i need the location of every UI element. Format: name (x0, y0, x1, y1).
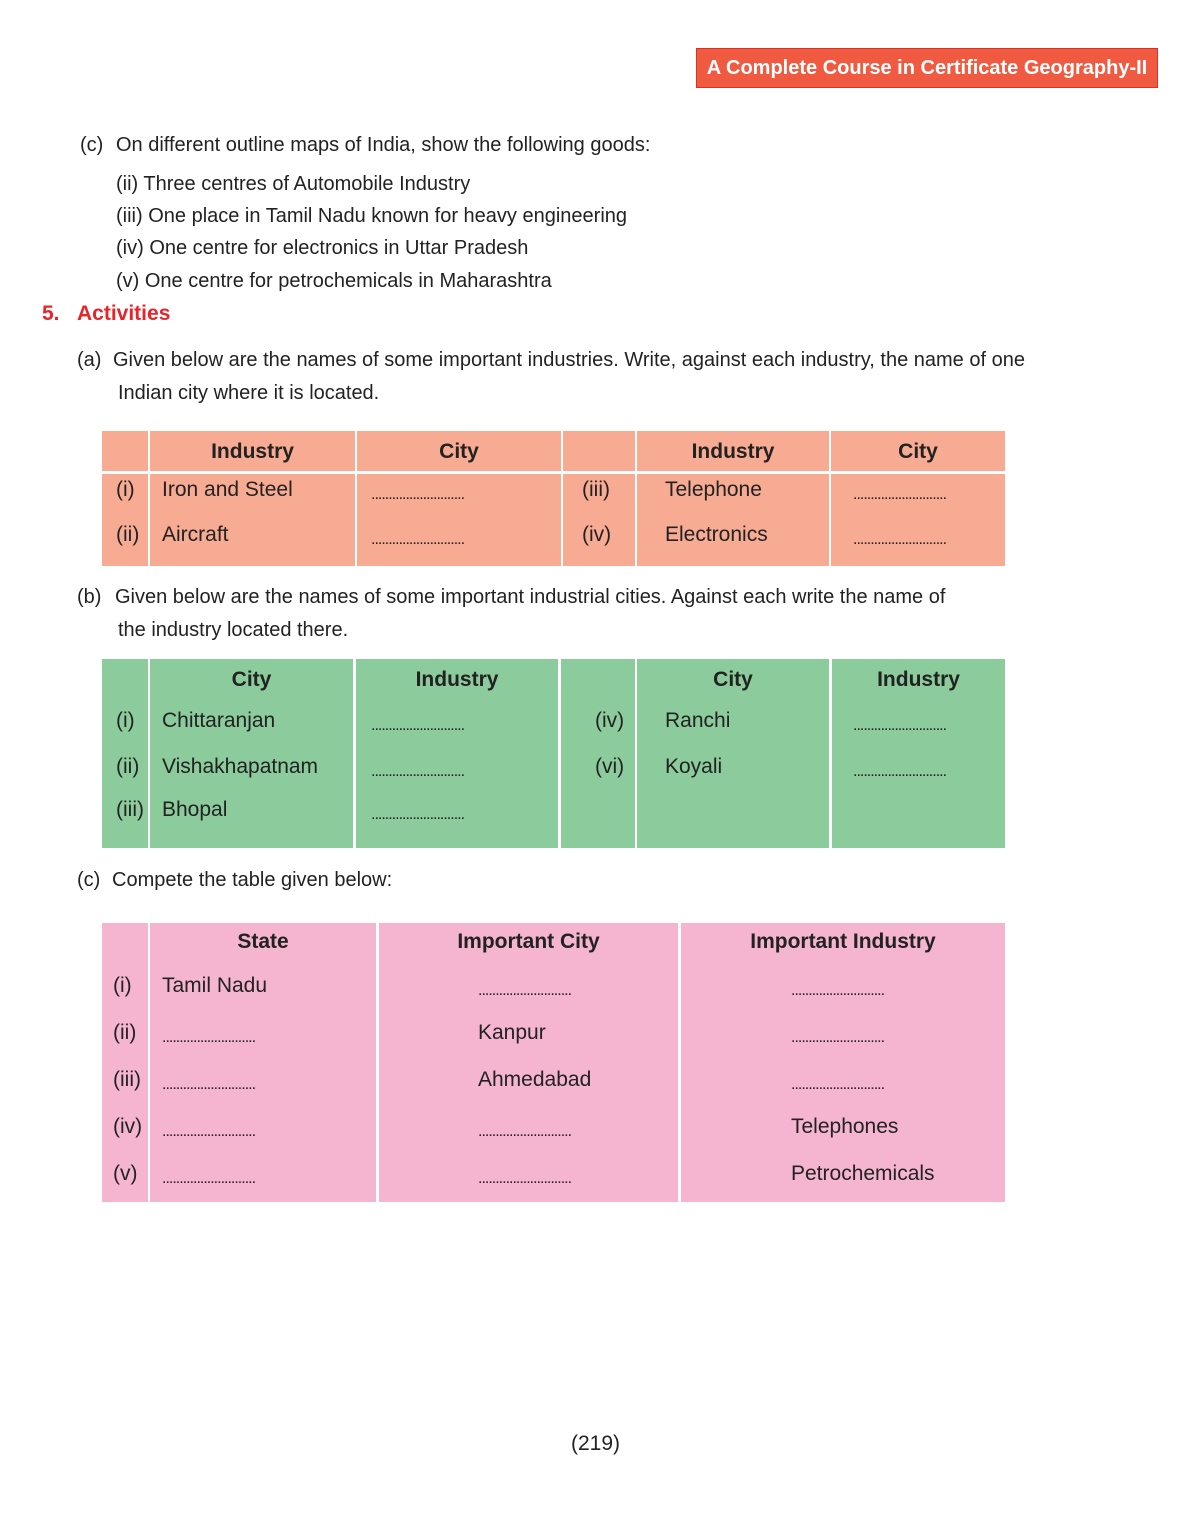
blank-answer-line: ........................... (853, 763, 947, 780)
map-task-text: On different outline maps of India, show the following goods: (116, 134, 651, 156)
blank-answer-line: ........................... (478, 1170, 572, 1187)
blank-answer-line: ........................... (371, 717, 465, 734)
blank-answer-line: ........................... (791, 1029, 885, 1046)
row-index: (iv) (582, 523, 612, 546)
column-header: Industry (877, 668, 960, 691)
blank-answer-line: ........................... (371, 806, 465, 823)
blank-answer-line: ........................... (371, 531, 465, 548)
row-index: (iii) (582, 478, 610, 501)
activity-b-label: (b) (77, 586, 102, 608)
blank-answer-line: ........................... (162, 1123, 256, 1140)
blank-answer-line: ........................... (478, 1123, 572, 1140)
row-index: (i) (113, 974, 132, 997)
table-cell: Petrochemicals (791, 1162, 935, 1185)
table-cell: Iron and Steel (162, 478, 293, 501)
row-index: (iii) (113, 1068, 141, 1091)
map-task-label: (c) (80, 134, 104, 156)
activity-a-label: (a) (77, 349, 102, 371)
row-index: (v) (113, 1162, 138, 1185)
activity-a-text: Given below are the names of some important industries. Write, against each industry, the name of one (113, 349, 1025, 371)
activity-b-text-cont: the industry located there. (118, 619, 349, 641)
table-cell: Tamil Nadu (162, 974, 268, 997)
column-header: Industry (691, 440, 775, 463)
row-index: (iii) (116, 798, 144, 821)
column-header: Industry (211, 440, 294, 463)
activity-b-text: Given below are the names of some important industrial cities. Against each write the name of (115, 586, 946, 608)
table-cell: Chittaranjan (162, 709, 276, 732)
table-cell: Kanpur (478, 1021, 546, 1044)
table-column-bg (379, 923, 678, 1202)
column-header: City (439, 440, 479, 463)
column-header: City (231, 668, 272, 691)
map-task-item: (iv) One centre for electronics in Uttar Pradesh (116, 237, 529, 259)
table-cell: Koyali (665, 755, 723, 778)
column-header: Industry (415, 668, 499, 691)
blank-answer-line: ........................... (162, 1170, 256, 1187)
table-cell: Telephones (791, 1115, 899, 1138)
table-column-bg (150, 923, 376, 1202)
header-divider (102, 471, 1005, 474)
table-column-bg (561, 659, 635, 848)
map-task-item: (iii) One place in Tamil Nadu known for heavy engineering (116, 205, 628, 227)
blank-answer-line: ........................... (371, 486, 465, 503)
section-title: Activities (77, 302, 171, 325)
blank-answer-line: ........................... (853, 717, 947, 734)
row-index: (iv) (595, 709, 625, 732)
blank-answer-line: ........................... (162, 1029, 256, 1046)
table-cell: Telephone (665, 478, 762, 501)
map-task-item: (ii) Three centres of Automobile Industry (116, 173, 471, 195)
row-index: (ii) (116, 523, 140, 546)
row-index: (i) (116, 709, 135, 732)
row-index: (vi) (595, 755, 625, 778)
table-column-bg (681, 923, 1005, 1202)
row-index: (ii) (116, 755, 140, 778)
table-cell: Bhopal (162, 798, 228, 821)
blank-answer-line: ........................... (371, 763, 465, 780)
blank-answer-line: ........................... (791, 982, 885, 999)
column-header: Important Industry (750, 930, 936, 953)
table-cell: Electronics (665, 523, 768, 546)
table-cell: Vishakhapatnam (162, 755, 319, 778)
table-column-bg (102, 923, 148, 1202)
activity-a-text-cont: Indian city where it is located. (118, 382, 380, 404)
table-cell: Ahmedabad (478, 1068, 592, 1091)
section-number: 5. (42, 302, 60, 325)
activity-c-label: (c) (77, 869, 101, 891)
activity-c-text: Compete the table given below: (112, 869, 393, 891)
column-header: City (713, 668, 753, 691)
page-number: (219) (570, 1432, 621, 1455)
blank-answer-line: ........................... (162, 1076, 256, 1093)
row-index: (ii) (113, 1021, 137, 1044)
row-index: (i) (116, 478, 135, 501)
map-task-item: (v) One centre for petrochemicals in Maharashtra (116, 270, 552, 292)
column-header: State (237, 930, 289, 953)
column-header: City (898, 440, 938, 463)
blank-answer-line: ........................... (853, 531, 947, 548)
blank-answer-line: ........................... (791, 1076, 885, 1093)
column-header: Important City (457, 930, 600, 953)
row-index: (iv) (113, 1115, 143, 1138)
book-title-banner: A Complete Course in Certificate Geography-II (696, 48, 1158, 88)
table-cell: Aircraft (162, 523, 229, 546)
table-cell: Ranchi (665, 709, 731, 732)
blank-answer-line: ........................... (478, 982, 572, 999)
blank-answer-line: ........................... (853, 486, 947, 503)
